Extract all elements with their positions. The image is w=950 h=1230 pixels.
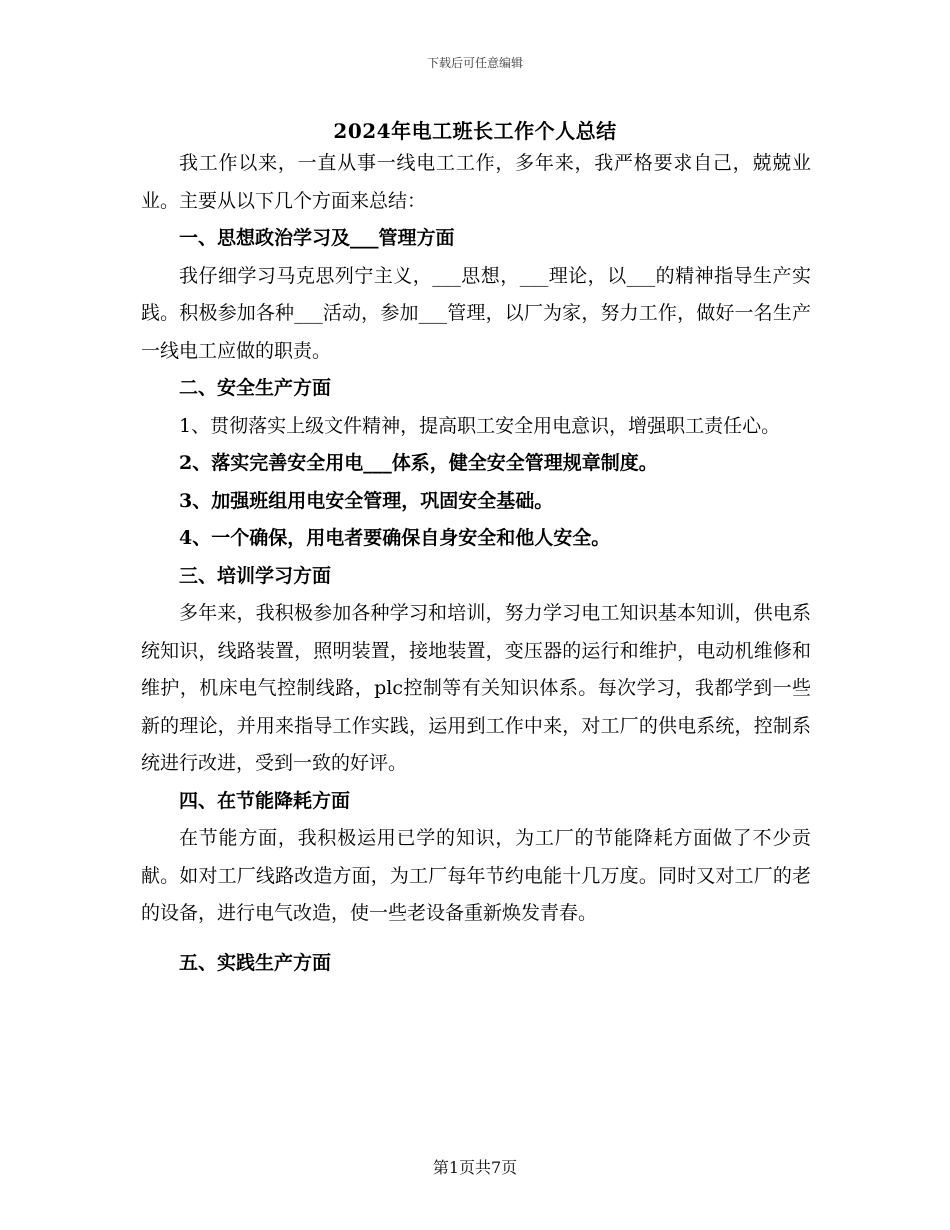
training-paragraph: 多年来，我积极参加各种学习和培训，努力学习电工知识基本知训，供电系统知识，线路装置，照明装置，接地装置，变压器的运行和维护，电动机维修和维护，机床电气控制线路，plc控制等有关知识体系。每次学习，我都学到一些新的理论，并用来指导工作实践，运用到工作中来，对工厂的供电系统，控制系统进行改进，受到一致的好评。 (141, 602, 811, 774)
politics-paragraph: 我仔细学习马克思列宁主义，___思想，___理论，以___的精神指导生产实践。积极参加各种___活动，参加___管理，以厂为家，努力工作，做好一名生产一线电工应做的职责。 (141, 264, 811, 362)
section-heading-practice: 五、实践生产方面 (179, 951, 332, 974)
section-heading-politics: 一、思想政治学习及___管理方面 (179, 227, 455, 249)
document-title: 2024年电工班长工作个人总结 (333, 119, 617, 143)
safety-item-4: 4、一个确保，用电者要确保自身安全和他人安全。 (179, 527, 611, 549)
section-heading-energy: 四、在节能降耗方面 (179, 789, 351, 812)
energy-paragraph: 在节能方面，我积极运用已学的知识，为工厂的节能降耗方面做了不少贡献。如对工厂线路改造方面，为工厂每年节约电能十几万度。同时又对工厂的老的设备，进行电气改造，使一些老设备重新焕发青春。 (141, 827, 811, 924)
section-heading-training: 三、培训学习方面 (179, 564, 332, 587)
safety-item-3: 3、加强班组用电安全管理，巩固安全基础。 (179, 489, 554, 512)
page-number: 第1页共7页 (432, 1158, 518, 1177)
document-body (141, 145, 811, 982)
safety-item-2: 2、落实完善安全用电___体系，健全安全管理规章制度。 (179, 452, 658, 474)
intro-paragraph: 我工作以来，一直从事一线电工工作，多年来，我严格要求自己，兢兢业业。主要从以下几个方面来总结： (141, 152, 811, 212)
safety-item-1: 1、贯彻落实上级文件精神，提高职工安全用电意识，增强职工责任心。 (179, 414, 781, 437)
header-note: 下载后可任意编辑 (426, 56, 523, 70)
section-heading-safety: 二、安全生产方面 (179, 377, 332, 399)
